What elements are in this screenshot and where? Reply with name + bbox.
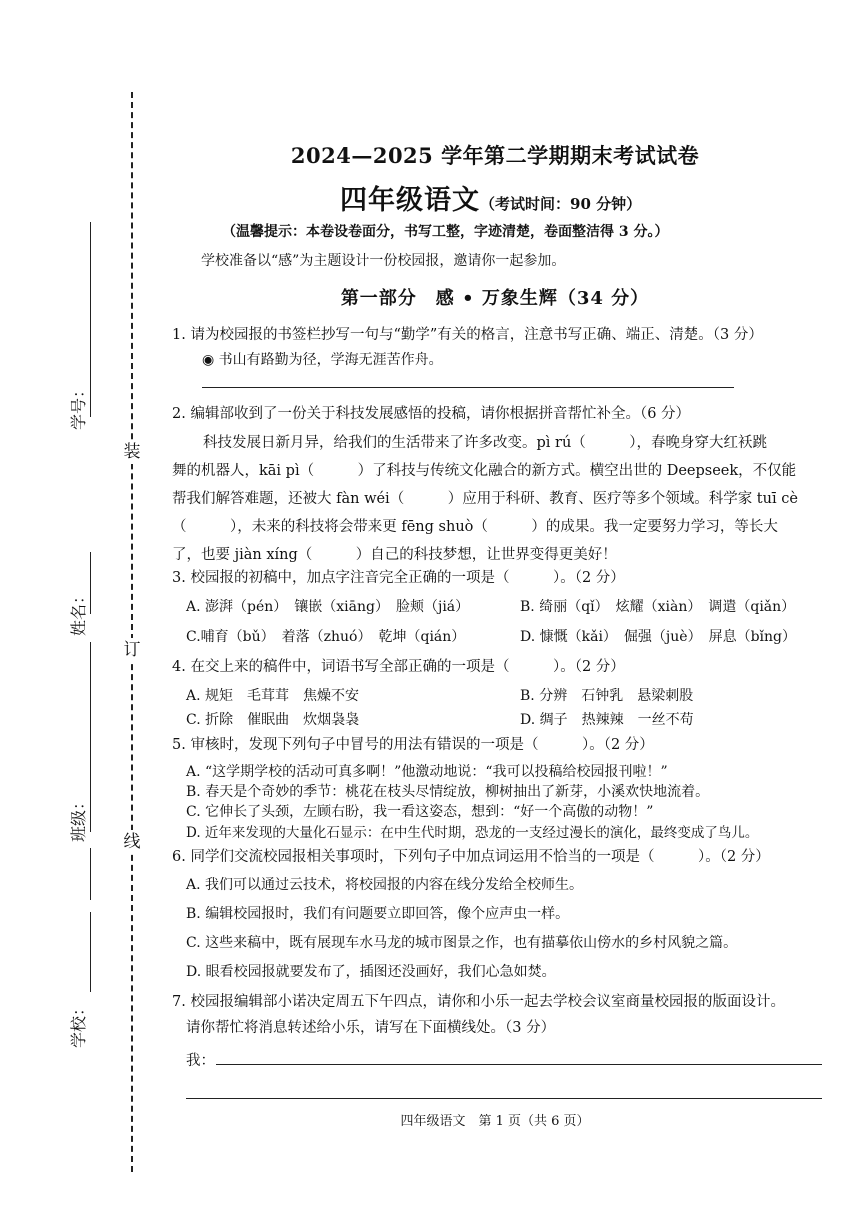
q5-option-c[interactable]: C. 它伸长了头颈，左顾右盼，我一看这姿态，想到：“好一个高傲的动物！” [186, 804, 654, 820]
binding-dashed-line [131, 92, 133, 1172]
q6-option-a[interactable]: A. 我们可以通过云技术，将校园报的内容在线分发给全校师生。 [186, 877, 584, 893]
q2-line-2: 舞的机器人，kāi pì（ ）了科技与传统文化融合的新方式。横空出世的 Deepseek，不仅能 [172, 463, 797, 479]
q5-option-a[interactable]: A. “这学期学校的活动可真多啊！”他激动地说：“我可以投稿给校园报刊啦！” [186, 764, 668, 780]
q7-answer-line-2[interactable] [186, 1098, 822, 1099]
q2-line-3: 帮我们解答难题，还被大 fàn wéi（ ）应用于科研、教育、医疗等多个领域。科学家 tuī cè [172, 491, 798, 507]
q5-option-d[interactable]: D. 近年来发现的大量化石显示：在中生代时期，恐龙的一支经过漫长的演化，最终变成了鸟儿。 [186, 825, 759, 841]
q7-stem-2: 请你帮忙将消息转述给小乐，请写在下面横线处。（3 分） [186, 1020, 556, 1036]
exam-time-note: （考试时间：90 分钟） [480, 195, 642, 213]
q4-option-c[interactable]: C. 折除 催眠曲 炊烟袅袅 [186, 712, 360, 728]
q6-stem: 6. 同学们交流校园报相关事项时，下列句子中加点词运用不恰当的一项是（ ）。（2 分） [172, 849, 770, 865]
q3-option-b[interactable]: B. 绮丽（qǐ） 炫耀（xiàn） 调遣（qiǎn） [520, 599, 796, 615]
q4-option-d[interactable]: D. 绸子 热辣辣 一丝不苟 [520, 712, 694, 728]
subject-line [340, 178, 641, 217]
q2-line-5: 了，也要 jiàn xíng（ ）自己的科技梦想，让世界变得更美好！ [172, 547, 617, 563]
q7-me-label: 我： [186, 1053, 215, 1069]
q5-stem: 5. 审核时，发现下列句子中冒号的用法有错误的一项是（ ）。（2 分） [172, 737, 654, 753]
binding-char-zhuang: 装 [123, 442, 141, 462]
q6-option-c[interactable]: C. 这些来稿中，既有展现车水马龙的城市图景之作，也有描摹依山傍水的乡村风貌之篇。 [186, 935, 738, 951]
student-id-label: 学号： [69, 381, 88, 430]
q1-answer-line[interactable] [202, 387, 734, 388]
q6-option-b[interactable]: B. 编辑校园报时，我们有问题要立即回答，像个应声虫一样。 [186, 906, 570, 922]
warm-tip: （温馨提示：本卷设卷面分，书写工整，字迹清楚，卷面整洁得 3 分。） [222, 224, 669, 240]
school-line [90, 912, 91, 992]
intro-text: 学校准备以“感”为主题设计一份校园报，邀请你一起参加。 [201, 253, 566, 269]
class-label: 班级： [69, 793, 88, 842]
name-line-2 [90, 642, 91, 754]
q4-option-b[interactable]: B. 分辨 石钟乳 悬梁刺股 [520, 688, 694, 704]
page-footer: 四年级语文 第 1 页（共 6 页） [400, 1114, 590, 1129]
section-title: 第一部分 感 • 万象生辉（34 分） [340, 288, 650, 309]
q7-answer-line-1[interactable] [216, 1064, 822, 1065]
q1-stem: 1. 请为校园报的书签栏抄写一句与“勤学”有关的格言，注意书写正确、端正、清楚。（3 分） [172, 327, 763, 343]
q3-stem: 3. 校园报的初稿中，加点字注音完全正确的一项是（ ）。（2 分） [172, 570, 625, 586]
q4-stem: 4. 在交上来的稿件中，词语书写全部正确的一项是（ ）。（2 分） [172, 659, 625, 675]
q3-option-a[interactable]: A. 澎湃（pén） 镶嵌（xiāng） 脸颊（jiá） [186, 599, 470, 615]
class-line [90, 742, 91, 832]
student-id-line [90, 222, 91, 417]
binding-char-ding: 订 [123, 640, 141, 660]
q1-quote: ◉ 书山有路勤为径，学海无涯苦作舟。 [202, 352, 443, 368]
q2-stem: 2. 编辑部收到了一份关于科技发展感悟的投稿，请你根据拼音帮忙补全。（6 分） [172, 406, 691, 422]
q3-option-c[interactable]: C.哺育（bǔ） 着落（zhuó） 乾坤（qián） [186, 629, 466, 645]
school-label: 学校： [69, 999, 88, 1048]
exam-title: 2024—2025 学年第二学期期末考试试卷 [290, 143, 700, 168]
q4-option-a[interactable]: A. 规矩 毛茸茸 焦燥不安 [186, 688, 360, 704]
subject-title: 四年级语文 [340, 185, 480, 216]
q6-option-d[interactable]: D. 眼看校园报就要发布了，插图还没画好，我们心急如焚。 [186, 964, 556, 980]
name-line [90, 552, 91, 614]
binding-char-xian: 线 [123, 832, 141, 852]
q7-stem: 7. 校园报编辑部小诺决定周五下午四点，请你和小乐一起去学校会议室商量校园报的版面设计。 [172, 994, 785, 1010]
q2-line-1: 科技发展日新月异，给我们的生活带来了许多改变。pì rú（ ），春晚身穿大红袄跳 [203, 435, 768, 451]
name-label: 姓名： [69, 587, 88, 636]
q2-line-4: （ ），未来的科技将会带来更 fēng shuò（ ）的成果。我一定要努力学习，等长大 [172, 519, 778, 535]
class-line-2 [90, 848, 91, 900]
q3-option-d[interactable]: D. 慷慨（kǎi） 倔强（juè） 屏息（bǐng） [520, 629, 796, 645]
q5-option-b[interactable]: B. 春天是个奇妙的季节：桃花在枝头尽情绽放，柳树抽出了新芽，小溪欢快地流着。 [186, 784, 710, 800]
